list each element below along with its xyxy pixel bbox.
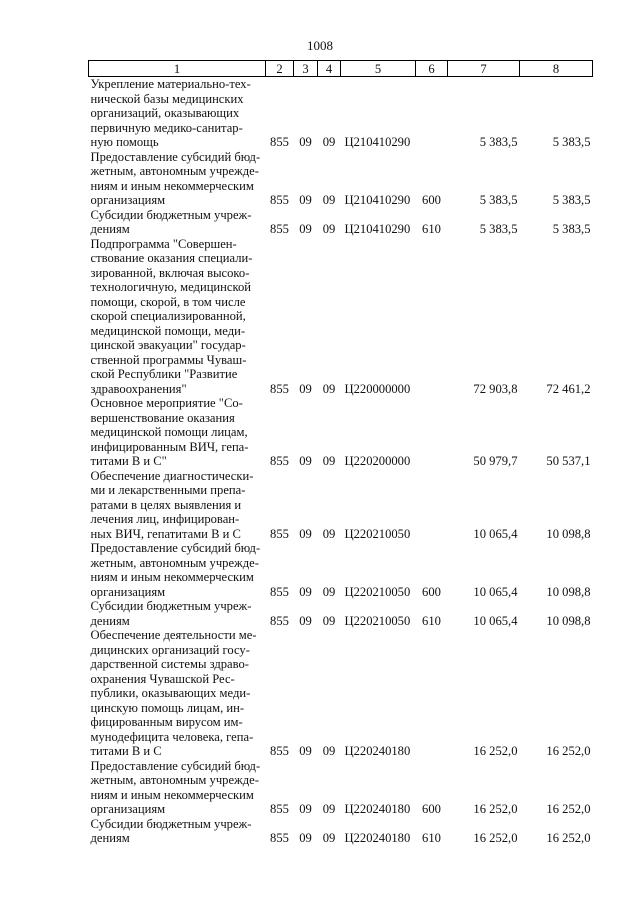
section-cell: 09 [299, 526, 312, 541]
amount-year1-cell: 5 383,5 [479, 222, 518, 236]
row-name-line: ниям и иным некоммерческим [90, 787, 254, 802]
header-cell: 7 [448, 61, 520, 77]
amount-year1-cell: 10 065,4 [473, 526, 518, 541]
row-name-line: технологичную, медицинской [90, 280, 252, 294]
row-name-line: Подпрограмма "Совершен- [90, 236, 237, 251]
expense-type-cell [416, 77, 448, 150]
row-name-line: мунодефицита человека, гепа- [90, 729, 254, 744]
header-cell: 8 [520, 61, 593, 77]
amount-year1-cell: 10 065,4 [473, 613, 518, 628]
table-row [89, 759, 593, 817]
target-article-cell: Ц220210050 [344, 584, 411, 599]
row-name-line: жетным, автономным учрежде- [90, 555, 259, 570]
amount-year2-cell: 10 098,8 [546, 613, 591, 628]
row-name-line: медицинской помощи лицам, [90, 425, 248, 439]
table-row [89, 817, 593, 846]
target-article-cell: Ц220240180 [344, 831, 411, 845]
row-name-cell [89, 150, 266, 208]
amount-year1-cell: 72 903,8 [473, 381, 518, 396]
row-name-line: жетным, автономным учрежде- [90, 164, 259, 178]
row-name-line: зированной, включая высоко- [90, 265, 250, 280]
section-cell: 09 [299, 135, 312, 149]
amount-year2-cell: 16 252,0 [546, 744, 591, 758]
header-cell: 2 [266, 61, 294, 77]
amount-year2-cell: 16 252,0 [546, 831, 591, 845]
amount-year1-cell: 16 252,0 [473, 744, 518, 758]
row-name-cell [89, 599, 266, 628]
amount-year2-cell: 72 461,2 [546, 381, 591, 396]
subsection-cell: 09 [322, 744, 336, 758]
row-name-line: дениям [90, 831, 130, 845]
target-article-cell: Ц220240180 [344, 802, 411, 816]
table-row [89, 599, 593, 628]
row-name-cell [89, 208, 266, 237]
amount-year1-cell: 5 383,5 [479, 193, 518, 207]
row-name-line: здравоохранения" [90, 381, 187, 396]
admin-code-cell: 855 [270, 526, 289, 541]
subsection-cell: 09 [322, 135, 336, 149]
admin-code-cell: 855 [270, 744, 289, 758]
target-article-cell: Ц220200000 [344, 454, 411, 468]
row-name-line: ратами в целях выявления и [90, 497, 242, 512]
row-name-line: дарственной системы здраво- [90, 657, 249, 671]
section-cell: 09 [299, 454, 312, 468]
row-name-cell [89, 77, 266, 150]
budget-table [88, 60, 593, 846]
row-name-line: Укрепление материально-тех- [90, 77, 251, 91]
section-cell: 09 [299, 381, 312, 396]
admin-code-cell: 855 [270, 454, 289, 468]
admin-code-cell: 855 [270, 135, 289, 149]
header-cell: 6 [416, 61, 448, 77]
row-name-line: публики, оказывающих меди- [90, 686, 251, 700]
row-name-cell [89, 469, 266, 542]
section-cell: 09 [299, 613, 312, 628]
row-name-line: Основное мероприятие "Со- [90, 396, 243, 410]
header-cell: 1 [89, 61, 266, 77]
amount-year2-cell: 50 537,1 [546, 454, 591, 468]
section-cell: 09 [299, 584, 312, 599]
row-name-line: Обеспечение диагностически- [90, 468, 254, 483]
admin-code-cell: 855 [270, 831, 289, 845]
table-row [89, 150, 593, 208]
subsection-cell: 09 [322, 831, 336, 845]
subsection-cell: 09 [322, 222, 336, 236]
row-name-line: жетным, автономным учрежде- [90, 773, 259, 787]
row-name-line: Предоставление субсидий бюд- [90, 541, 261, 555]
target-article-cell: Ц210410290 [344, 193, 411, 207]
row-name-line: скорой специализированной, [90, 309, 246, 323]
section-cell: 09 [299, 831, 312, 845]
row-name-line: ниям и иным некоммерческим [90, 178, 254, 193]
amount-year2-cell: 16 252,0 [546, 802, 591, 816]
admin-code-cell: 855 [270, 584, 289, 599]
row-name-line: первичную медико-санитар- [90, 120, 243, 135]
section-cell: 09 [299, 802, 312, 816]
row-name-line: организациям [90, 193, 166, 207]
target-article-cell: Ц210410290 [344, 222, 411, 236]
amount-year1-cell: 16 252,0 [473, 831, 518, 845]
subsection-cell: 09 [322, 381, 336, 396]
amount-year2-cell: 5 383,5 [552, 135, 591, 149]
row-name-line: Предоставление субсидий бюд- [90, 758, 261, 773]
row-name-cell [89, 396, 266, 469]
row-name-line: охранения Чувашской Рес- [90, 671, 235, 686]
row-name-line: Обеспечение деятельности ме- [90, 628, 257, 642]
expense-type-cell [416, 237, 448, 397]
expense-type-cell: 610 [422, 222, 441, 236]
table-row [89, 77, 593, 150]
target-article-cell: Ц220240180 [344, 744, 411, 758]
row-name-line: дицинских организаций госу- [90, 642, 250, 657]
amount-year1-cell: 10 065,4 [473, 584, 518, 599]
admin-code-cell: 855 [270, 613, 289, 628]
row-name-line: Субсидии бюджетным учреж- [90, 207, 252, 222]
expense-type-cell: 600 [422, 584, 441, 599]
row-name-line: ную помощь [90, 135, 159, 149]
row-name-line: ных ВИЧ, гепатитами В и С [90, 526, 241, 541]
row-name-line: медицинской помощи, меди- [90, 323, 246, 338]
subsection-cell: 09 [322, 193, 336, 207]
row-name-line: ственной программы Чуваш- [90, 352, 247, 367]
row-name-line: ниям и иным некоммерческим [90, 570, 254, 584]
row-name-line: дениям [90, 222, 130, 236]
row-name-cell [89, 759, 266, 817]
table-row [89, 396, 593, 469]
subsection-cell: 09 [322, 584, 336, 599]
row-name-line: дениям [90, 613, 130, 628]
target-article-cell: Ц210410290 [344, 135, 411, 149]
row-name-line: помощи, скорой, в том числе [90, 294, 246, 309]
row-name-cell [89, 628, 266, 759]
row-name-cell [89, 237, 266, 397]
header-cell: 5 [341, 61, 416, 77]
row-name-line: организациям [90, 584, 166, 599]
row-name-line: цинской эвакуации" государ- [90, 338, 246, 352]
row-name-line: ми и лекарственными препа- [90, 483, 246, 497]
subsection-cell: 09 [322, 802, 336, 816]
amount-year1-cell: 50 979,7 [473, 454, 518, 468]
target-article-cell: Ц220000000 [344, 381, 411, 396]
row-name-line: титами В и С [90, 744, 162, 758]
amount-year2-cell: 10 098,8 [546, 584, 591, 599]
table-body [89, 77, 593, 846]
amount-year2-cell: 10 098,8 [546, 526, 591, 541]
table-row [89, 469, 593, 542]
table-row [89, 541, 593, 599]
table-row [89, 237, 593, 397]
admin-code-cell: 855 [270, 193, 289, 207]
expense-type-cell: 600 [422, 193, 441, 207]
expense-type-cell: 600 [422, 802, 441, 816]
subsection-cell: 09 [322, 454, 336, 468]
amount-year1-cell: 16 252,0 [473, 802, 518, 816]
expense-type-cell [416, 628, 448, 759]
expense-type-cell: 610 [422, 613, 441, 628]
row-name-cell [89, 541, 266, 599]
row-name-line: Предоставление субсидий бюд- [90, 149, 261, 164]
page-number: 1008 [307, 38, 333, 53]
admin-code-cell: 855 [270, 802, 289, 816]
row-name-line: ской Республики "Развитие [90, 367, 238, 381]
row-name-line: Субсидии бюджетным учреж- [90, 816, 252, 831]
subsection-cell: 09 [322, 526, 336, 541]
expense-type-cell [416, 396, 448, 469]
table-header-row [89, 61, 593, 77]
table-row [89, 628, 593, 759]
row-name-line: цинскую помощь лицам, ин- [90, 700, 245, 715]
amount-year1-cell: 5 383,5 [479, 135, 518, 149]
subsection-cell: 09 [322, 613, 336, 628]
target-article-cell: Ц220210050 [344, 613, 411, 628]
section-cell: 09 [299, 744, 312, 758]
row-name-line: организаций, оказывающих [90, 106, 240, 120]
row-name-line: Субсидии бюджетным учреж- [90, 599, 252, 613]
admin-code-cell: 855 [270, 381, 289, 396]
admin-code-cell: 855 [270, 222, 289, 236]
section-cell: 09 [299, 193, 312, 207]
row-name-line: титами В и С" [90, 454, 167, 468]
section-cell: 09 [299, 222, 312, 236]
row-name-line: фицированным вирусом им- [90, 715, 243, 729]
row-name-line: организациям [90, 802, 166, 816]
row-name-line: лечения лиц, инфицирован- [90, 512, 240, 526]
row-name-line: вершенствование оказания [90, 410, 235, 425]
target-article-cell: Ц220210050 [344, 526, 411, 541]
row-name-line: нической базы медицинских [90, 91, 244, 106]
table-row [89, 208, 593, 237]
header-cell: 4 [318, 61, 341, 77]
header-cell: 3 [294, 61, 318, 77]
row-name-line: ствование оказания специали- [90, 251, 253, 265]
row-name-line: инфицированным ВИЧ, гепа- [90, 439, 249, 454]
expense-type-cell [416, 469, 448, 542]
expense-type-cell: 610 [422, 831, 441, 845]
amount-year2-cell: 5 383,5 [552, 193, 591, 207]
row-name-cell [89, 817, 266, 846]
amount-year2-cell: 5 383,5 [552, 222, 591, 236]
